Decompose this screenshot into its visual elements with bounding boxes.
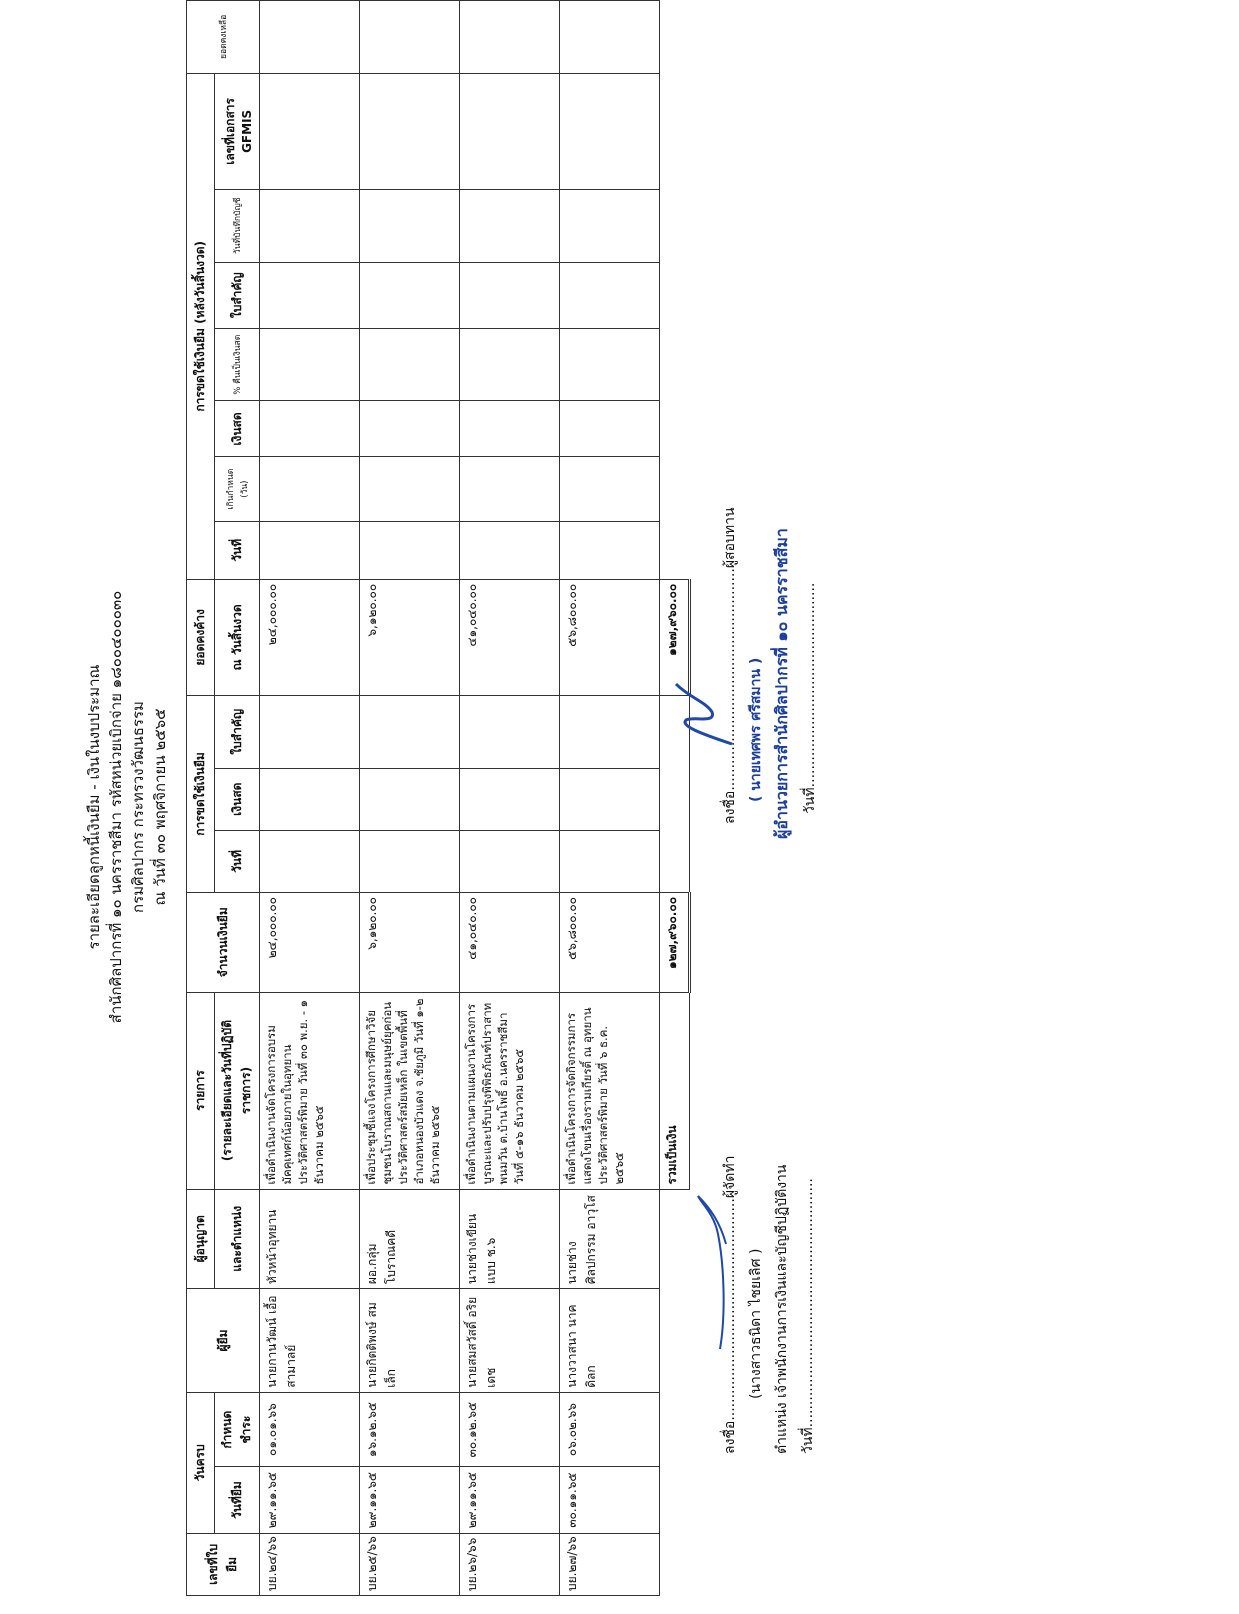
cell-borrow-date: ๒๙.๑๑.๖๕ [460,1467,560,1533]
col-usage-receipt: ใบสำคัญ [215,695,260,768]
col-after-gfmis: เลขที่เอกสาร GFMIS [215,73,260,189]
total-amount: ๑๒๗,๙๖๐.๐๐ [660,892,690,992]
table-row [460,1,560,1596]
table-row [360,1,460,1596]
cell-borrow-date: ๒๙.๑๑.๖๕ [260,1467,360,1533]
cell-borrower: นายสมสวัสดิ์ อริยเดช [460,1289,560,1393]
preparer-position: ตำแหน่ง เจ้าพนักงานการเงินและบัญชีปฏิบัติงาน [774,1164,790,1454]
cell-due-date: ๑๖.๑๒.๖๕ [360,1392,460,1467]
col-after-pct: % คืนเป็นเงินสด [215,328,260,401]
col-approver-title: และตำแหน่ง [215,1189,260,1289]
cell-amount: ๖,๑๒๐.๐๐ [360,892,460,992]
cell-amount: ๕๖,๘๐๐.๐๐ [560,892,660,992]
sign-prefix: ลงชื่อ [722,1420,738,1454]
col-approver-group: ผู้อนุญาต [187,1189,215,1289]
date-label: วันที่ [800,1427,816,1454]
col-after-record: วันที่บันทึกบัญชี [215,189,260,262]
preparer-name: (นางสาวธนิดา ไชยเลิศ ) [748,1248,764,1399]
report-title: รายละเอียดลูกหนี้เงินยืม - เงินในงบประมาณ [85,664,103,950]
col-usage-cash: เงินสด [215,768,260,830]
cell-description: เพื่อดำเนินโครงการจัดกิจกรรมการแสดงโขนเรื่องรามเกียรติ์ ณ อุทยานประวัติศาสตร์พิมาย วันที่ ๖ ธ.ค. ๒๕๖๕ [560,992,660,1189]
col-after-receipt: ใบสำคัญ [215,262,260,328]
cell-approver: หัวหน้าอุทยาน [260,1189,360,1289]
cell-doc-no: บย.๒๕/๖๖ [360,1533,460,1595]
preparer-date: วันที่........................................................ [800,1178,816,1454]
preparer-role: ผู้จัดทำ [722,1155,738,1199]
total-balance: ๑๒๗,๙๖๐.๐๐ [660,579,690,695]
col-balance-group: ยอดคงค้าง [187,579,215,695]
reviewer-position: ผู้อำนวยการสำนักศิลปากรที่ ๑๐ นครราชสีมา [772,528,791,839]
col-due-date: กำหนดชำระ [215,1392,260,1467]
cell-borrow-date: ๒๙.๑๑.๖๕ [360,1467,460,1533]
total-label: รวมเป็นเงิน [660,992,690,1189]
report-agency: สำนักศิลปากรที่ ๑๐ นครราชสีมา รหัสหน่วยเบิกจ่าย ๑๘๐๐๔๐๐๐๓๐ [107,590,125,1024]
table-row [560,1,660,1596]
col-after-group: การขดใช้เงินยืม (หลังวันสิ้นงวด) [187,73,215,579]
cell-balance: ๖,๑๒๐.๐๐ [360,579,460,695]
cell-approver: นายช่างเขียนแบบ ช.๖ [460,1189,560,1289]
report-department: กรมศิลปากร กระทรวงวัฒนธรรม [129,701,147,913]
cell-doc-no: บย.๒๗/๖๖ [560,1533,660,1595]
cell-balance: ๕๖,๘๐๐.๐๐ [560,579,660,695]
col-remaining: ยอดคงเหลือ [187,1,260,74]
cell-balance: ๔๑,๐๔๐.๐๐ [460,579,560,695]
reviewer-sign-line: ลงชื่อ..................................................ผู้สอบทาน [722,507,738,824]
cell-borrow-date: ๓๐.๑๑.๖๕ [560,1467,660,1533]
report-date: ณ วันที่ ๓๐ พฤศจิกายน ๒๕๖๕ [151,708,169,906]
col-date-group: วันครบ [187,1392,215,1533]
cell-borrower: นายกิตติพงษ์ สมเล็ก [360,1289,460,1393]
borrowing-debtor-table [186,0,691,1596]
col-item-detail: (รายละเอียดและวันที่ปฏิบัติราชการ) [215,992,260,1189]
reviewer-signature [672,674,736,754]
cell-due-date: ๓๐.๑๒.๖๕ [460,1392,560,1467]
cell-borrower: นายกานวัฒน์ เอื้อสามาลย์ [260,1289,360,1393]
cell-amount: ๔๑,๐๔๐.๐๐ [460,892,560,992]
col-usage-date: วันที่ [215,830,260,892]
cell-due-date: ๐๖.๐๒.๖๖ [560,1392,660,1467]
cell-balance: ๒๔,๐๐๐.๐๐ [260,579,360,695]
col-borrow-date: วันที่ยืม [215,1467,260,1533]
cell-description: เพื่อดำเนินงานจัดโครงการอบรมมัคคุเทศก์น้อยภายในอุทยานประวัติศาสตร์พิมาย วันที่ ๓๐ พ.ย. - ๑ ธันวาคม ๒๕๖๕ [260,992,360,1189]
preparer-signature [690,1184,734,1354]
cell-description: เพื่อประชุมชี้แจงโครงการศึกษาวิจัยชุมชนโบราณสถานและมนุษย์ยุคก่อนประวัติศาสตร์สมัยเหล็ก ในเขตพื้นที่อำเภอหนองบัวแดง จ.ชัยภูมิ วันที่ ๑-๒ ธันวาคม ๒๕๖๕ [360,992,460,1189]
reviewer-date: วันที่.............................................. [802,582,818,814]
col-after-cash: เงินสด [215,401,260,457]
reviewer-role: ผู้สอบทาน [722,507,738,569]
preparer-sign-line: ลงชื่อ..................................................ผู้จัดทำ [722,1155,738,1454]
cell-approver: นายช่างศิลปกรรม อาวุโส [560,1189,660,1289]
col-doc-no: เลขที่ใบยืม [187,1533,260,1595]
cell-due-date: ๐๑.๐๑.๖๖ [260,1392,360,1467]
col-borrower: ผู้ยืม [187,1289,260,1393]
cell-description: เพื่อดำเนินงานตามแผนงานโครงการบูรณะและปรับปรุงพิพิธภัณฑ์ปราสาทพนมวัน ต.บ้านโพธิ์ อ.นครราชสีมา วันที่ ๕-๑๖ ธันวาคม ๒๕๖๕ [460,992,560,1189]
table-row [260,1,360,1596]
reviewer-name: ( นายเทศพร ศรีสมาน ) [748,657,764,802]
col-after-overdue: เกินกำหนด (วัน) [215,457,260,521]
total-row [660,1,690,1596]
date-label: วันที่ [802,787,818,814]
col-after-date: วันที่ [215,521,260,579]
cell-doc-no: บย.๒๔/๖๖ [260,1533,360,1595]
cell-approver: ผอ.กลุ่มโบราณคดี [360,1189,460,1289]
cell-doc-no: บย.๒๖/๖๖ [460,1533,560,1595]
col-amount: จำนวนเงินยืม [187,892,260,992]
cell-borrower: นางวาสนา นาคดิลก [560,1289,660,1393]
sign-prefix: ลงชื่อ [722,790,738,824]
cell-amount: ๒๔,๐๐๐.๐๐ [260,892,360,992]
col-item-group: รายการ [187,992,215,1189]
col-balance-sub: ณ วันสิ้นงวด [215,579,260,695]
col-usage-group: การขดใช้เงินยืม [187,695,215,892]
